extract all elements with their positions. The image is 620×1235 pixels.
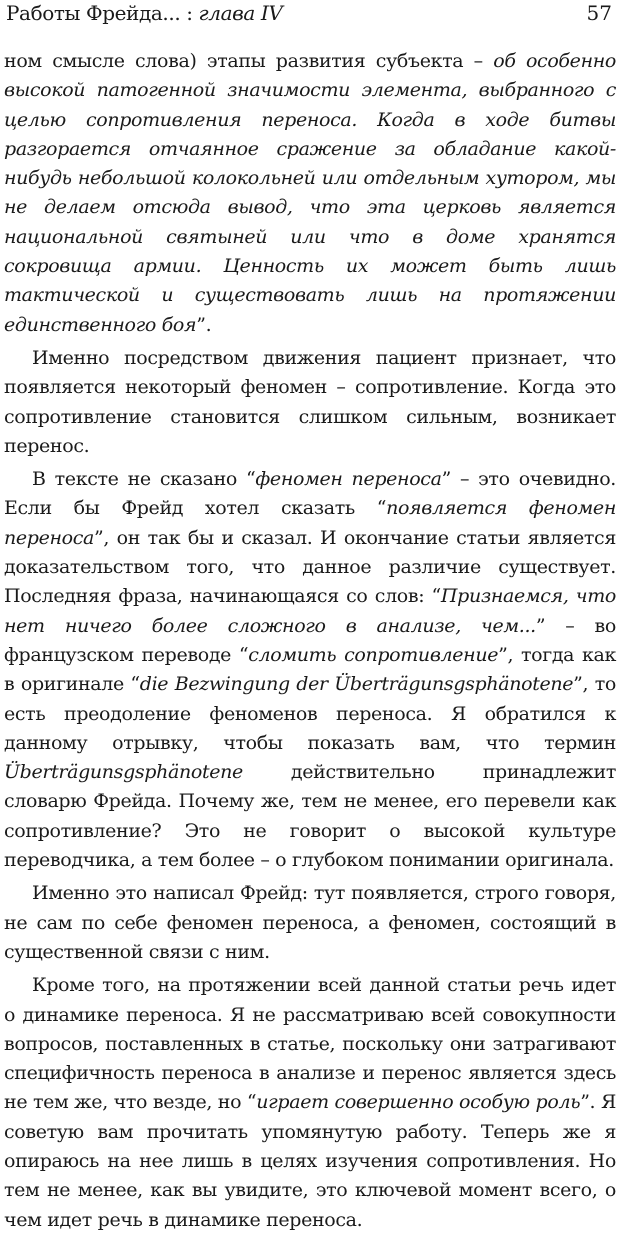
text-run: ”, тогда как в оригинале “ bbox=[4, 643, 616, 696]
paragraph bbox=[4, 465, 616, 875]
body-text bbox=[4, 47, 616, 1235]
text-run: Именно посредством движения пациент признает, что появляется некоторый феномен – сопротивление. Когда это сопротивление становится слишком сильным, возникает перенос. bbox=[4, 346, 616, 457]
text-run: ” – во французском переводе “ bbox=[4, 614, 616, 666]
text-run: ”. Я советую вам прочитать упомянутую работу. Теперь же я опираюсь на нее лишь в целях изучения сопротивления. Но тем не менее, как вы увидите, это ключевой момент всего, о чем идет речь в динамике переноса. bbox=[4, 1091, 616, 1231]
text-run: Именно это написал Фрейд: тут появляется, строго говоря, не сам по себе феномен переноса, а феномен, состоящий в существенной связи с ним. bbox=[4, 882, 616, 963]
italic-text: появляется феномен переноса bbox=[4, 497, 616, 549]
page-number: 57 bbox=[586, 1, 612, 25]
text-run: В тексте не сказано “ bbox=[32, 468, 256, 491]
italic-text: играет совершенно особую роль bbox=[256, 1091, 581, 1114]
italic-text: Überträgunsgsphänotene bbox=[4, 761, 243, 784]
running-head-chapter: глава IV bbox=[198, 1, 283, 25]
running-head-book: Работы Фрейда... : bbox=[6, 1, 199, 25]
paragraph bbox=[4, 971, 616, 1235]
paragraph bbox=[4, 344, 616, 461]
text-run: ном смысле слова) этапы развития субъекта – bbox=[4, 50, 494, 72]
text-run: ”, он так бы и сказал. И окончание статьи является доказательством того, что данное различие существует. Последняя фраза, начинающаяся со слов: “ bbox=[4, 526, 616, 608]
paragraph bbox=[4, 47, 616, 340]
paragraph bbox=[4, 879, 616, 967]
running-head bbox=[6, 0, 612, 30]
text-run: ”, то есть преодоление феноменов переноса. Я обратился к данному отрывку, чтобы показать вам, что термин bbox=[4, 673, 616, 754]
italic-text: die Bezwingung der Überträgunsgsphänotene bbox=[139, 673, 574, 696]
text-run: ”. bbox=[196, 313, 212, 336]
italic-text: феномен переноса bbox=[255, 468, 442, 491]
text-run: ” – это очевидно. Если бы Фрейд хотел сказать “ bbox=[4, 468, 616, 520]
italic-text: Признаемся, что нет ничего более сложного в анализе, чем... bbox=[4, 585, 617, 637]
text-run: Кроме того, на протяжении всей данной статьи речь идет о динамике переноса. Я не рассматриваю всей совокупности вопросов, поставленных в статье, поскольку они затрагивают специфичность переноса в анализе и перенос является здесь не тем же, что везде, но “ bbox=[4, 974, 616, 1114]
italic-text: об особенно высокой патогенной значимости элемента, выбранного с целью сопротивления переноса. Когда в ходе битвы разгорается отчаянное сражение за обладание какой-нибудь небольшой колокольней или отдельным хутором, мы не делаем отсюда вывод, что эта церковь является национальной святыней или что в доме хранятся сокровища армии. Ценность их может быть лишь тактической и существовать лишь на протяжении единственного боя bbox=[4, 50, 616, 336]
italic-text: сломить сопротивление bbox=[248, 643, 499, 666]
text-run: действительно принадлежит словарю Фрейда. Почему же, тем не менее, его перевели как сопротивление? Это не говорит о высокой культуре переводчика, а тем более – о глубоком понимании оригинала. bbox=[4, 761, 616, 872]
running-head-title bbox=[6, 0, 282, 26]
